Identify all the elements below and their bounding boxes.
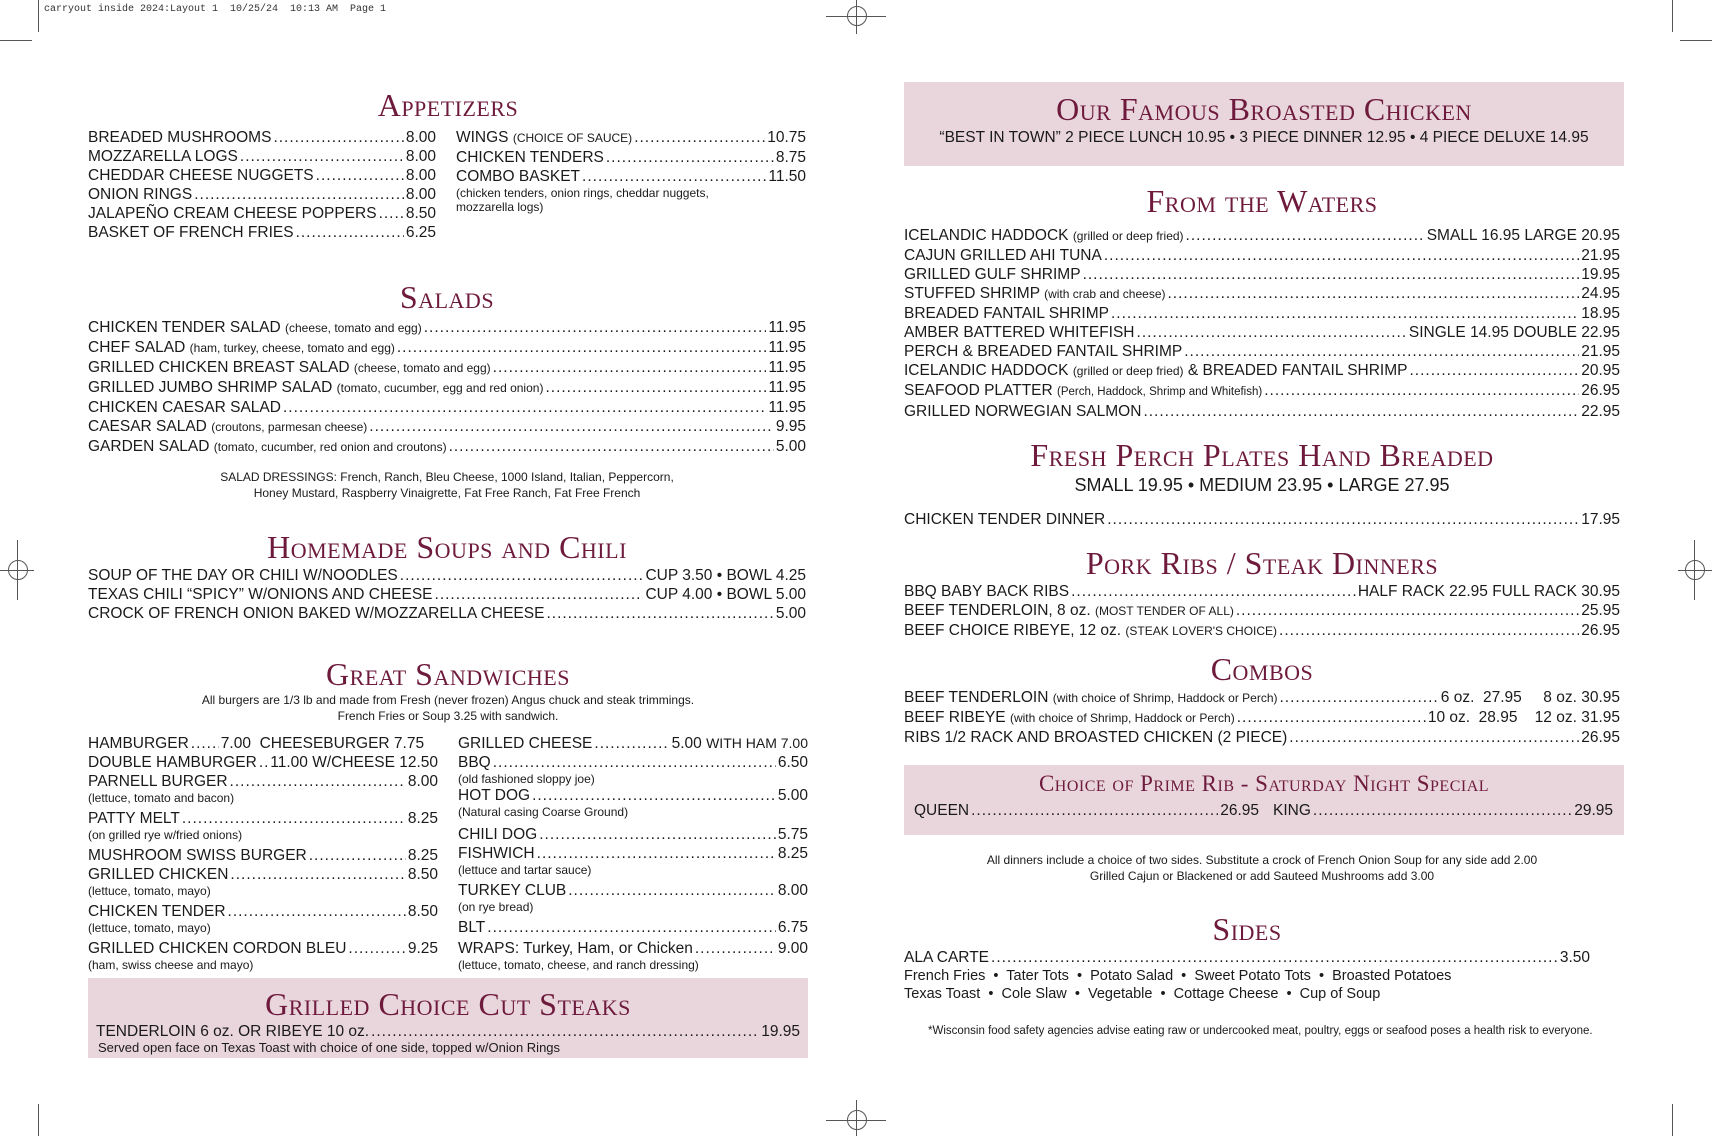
- waters-section: [904, 182, 1620, 421]
- menu-item: GRILLED NORWEGIAN SALMON ..... 22.95: [904, 402, 1620, 421]
- menu-item: AMBER BATTERED WHITEFISH ..... SINGLE 14.95 DOUBLE 22.95: [904, 323, 1620, 342]
- menu-item: PERCH & BREADED FANTAIL SHRIMP ..... 21.95: [904, 342, 1620, 361]
- sides-list: French Fries • Tater Tots • Potato Salad • Sweet Potato Tots • Broasted Potatoes: [904, 968, 1452, 984]
- menu-item: BBQ ..... 6.50: [458, 753, 808, 772]
- food-safety-warning: *Wisconsin food safety agencies advise eating raw or undercooked meat, poultry, eggs or seafood poses a health risk to everyone.: [928, 1025, 1593, 1037]
- menu-item: CHEDDAR CHEESE NUGGETS ..... 8.00: [88, 166, 436, 185]
- menu-item: GRILLED CHICKEN BREAST SALAD (cheese, tomato and egg) ..... 11.95: [88, 358, 806, 378]
- item-note: (lettuce, tomato, cheese, and ranch dressing): [458, 958, 699, 972]
- broasted-chicken-section: [904, 82, 1624, 166]
- perch-section: [904, 436, 1620, 529]
- menu-item: CHICKEN CAESAR SALAD ..... 11.95: [88, 398, 806, 417]
- menu-item: CHICKEN TENDER ..... 8.50: [88, 902, 438, 921]
- section-title: Grilled Choice Cut Steaks: [265, 986, 631, 1022]
- combos-section: [904, 650, 1620, 747]
- prime-rib-section: [904, 765, 1624, 835]
- menu-item: KING ..... 29.95: [1273, 801, 1613, 820]
- soups-section: [88, 528, 806, 623]
- crop-mark: [38, 0, 39, 32]
- section-title: Homemade Soups and Chili: [267, 529, 627, 565]
- menu-item: QUEEN ..... 26.95: [914, 801, 1259, 820]
- section-title: Sides: [1212, 911, 1282, 947]
- salad-dressings: SALAD DRESSINGS: French, Ranch, Bleu Cheese, 1000 Island, Italian, Peppercorn, Honey Mustard, Raspberry Vinaigrette, Fat Free Ranch, Fat Free French: [220, 470, 674, 500]
- item-note: Served open face on Texas Toast with choice of one side, topped w/Onion Rings: [98, 1040, 561, 1055]
- section-title: Combos: [1210, 651, 1314, 687]
- item-note: (old fashioned sloppy joe): [458, 772, 595, 786]
- menu-item: CHICKEN TENDERS ..... 8.75: [456, 148, 806, 167]
- menu-item: CAESAR SALAD (croutons, parmesan cheese) ..... 9.95: [88, 417, 806, 437]
- menu-item: CHICKEN TENDER SALAD (cheese, tomato and egg) ..... 11.95: [88, 318, 806, 338]
- menu-item: HOT DOG ..... 5.00: [458, 786, 808, 805]
- menu-item: BREADED MUSHROOMS ..... 8.00: [88, 128, 436, 147]
- appetizers-left: [88, 128, 436, 242]
- menu-item: DOUBLE HAMBURGER ..... 11.00 W/CHEESE 12.50: [88, 753, 438, 772]
- section-title: Choice of Prime Rib - Saturday Night Special: [1038, 771, 1490, 796]
- crop-mark: [0, 40, 32, 41]
- menu-item: GRILLED JUMBO SHRIMP SALAD (tomato, cucumber, egg and red onion) ..... 11.95: [88, 378, 806, 398]
- item-note: (ham, swiss cheese and mayo): [88, 958, 254, 972]
- menu-item: FISHWICH ..... 8.25: [458, 844, 808, 863]
- menu-item: CHEF SALAD (ham, turkey, cheese, tomato and egg) ..... 11.95: [88, 338, 806, 358]
- menu-item: TENDERLOIN 6 oz. OR RIBEYE 10 oz. ..... 19.95: [96, 1022, 800, 1041]
- item-note: (lettuce and tartar sauce): [458, 863, 592, 877]
- menu-item: TEXAS CHILI “SPICY” W/ONIONS AND CHEESE ..... CUP 4.00 • BOWL 5.00: [88, 585, 806, 604]
- section-title: Salads: [399, 279, 495, 315]
- sandwiches-left: [88, 734, 438, 972]
- menu-item: COMBO BASKET ..... 11.50: [456, 167, 806, 186]
- menu-item: ALA CARTE ..... 3.50: [904, 948, 1590, 967]
- perch-sizes: SMALL 19.95 • MEDIUM 23.95 • LARGE 27.95: [1074, 475, 1450, 495]
- item-note: (lettuce, tomato and bacon): [88, 791, 235, 805]
- sandwiches-section: [88, 656, 808, 972]
- sandwiches-right: [458, 734, 808, 972]
- menu-item: GRILLED CHICKEN CORDON BLEU ..... 9.25: [88, 939, 438, 958]
- menu-item: CAJUN GRILLED AHI TUNA ..... 21.95: [904, 246, 1620, 265]
- item-note: (lettuce, tomato, mayo): [88, 921, 211, 935]
- item-note: (lettuce, tomato, mayo): [88, 884, 211, 898]
- appetizers-right: [456, 128, 806, 242]
- menu-item: BEEF RIBEYE (with choice of Shrimp, Haddock or Perch) ..... 10 oz. 28.95 12 oz. 31.95: [904, 708, 1620, 728]
- crop-mark: [1680, 40, 1712, 41]
- menu-item: MOZZARELLA LOGS ..... 8.00: [88, 147, 436, 166]
- item-note: (Natural casing Coarse Ground): [458, 805, 629, 819]
- section-title: Pork Ribs / Steak Dinners: [1085, 545, 1439, 581]
- dinner-notes: All dinners include a choice of two sides. Substitute a crock of French Onion Soup for any side add 2.00 Grilled Cajun or Blackened or add Sauteed Mushrooms add 3.00: [986, 853, 1538, 883]
- menu-item: CROCK OF FRENCH ONION BAKED W/MOZZARELLA CHEESE ..... 5.00: [88, 604, 806, 623]
- crop-mark: [38, 1104, 39, 1136]
- menu-item: PARNELL BURGER ..... 8.00: [88, 772, 438, 791]
- menu-item: ICELANDIC HADDOCK (grilled or deep fried) & BREADED FANTAIL SHRIMP ..... 20.95: [904, 361, 1620, 381]
- item-note: (on grilled rye w/fried onions): [88, 828, 243, 842]
- menu-item: JALAPEÑO CREAM CHEESE POPPERS ..... 8.50: [88, 204, 436, 223]
- menu-item: MUSHROOM SWISS BURGER ..... 8.25: [88, 846, 438, 865]
- menu-item: BEEF TENDERLOIN, 8 oz. (MOST TENDER OF ALL) ..... 25.95: [904, 601, 1620, 621]
- item-note: (on rye bread): [458, 900, 534, 914]
- section-title: From the Waters: [1146, 183, 1378, 219]
- section-title: Our Famous Broasted Chicken: [1056, 91, 1472, 127]
- menu-item: GARDEN SALAD (tomato, cucumber, red onion and croutons) ..... 5.00: [88, 437, 806, 457]
- menu-item: ONION RINGS ..... 8.00: [88, 185, 436, 204]
- section-title: Fresh Perch Plates Hand Breaded: [1030, 437, 1494, 473]
- menu-item: CHICKEN TENDER DINNER ..... 17.95: [904, 510, 1620, 529]
- menu-item: BEEF CHOICE RIBEYE, 12 oz. (STEAK LOVER'S CHOICE) ..... 26.95: [904, 621, 1620, 641]
- steaks-section: [88, 978, 808, 1058]
- menu-item: GRILLED CHEESE ..... 5.00 WITH HAM 7.00: [458, 734, 808, 753]
- menu-item: BBQ BABY BACK RIBS ..... HALF RACK 22.95 FULL RACK 30.95: [904, 582, 1620, 601]
- menu-item: WINGS (CHOICE OF SAUCE) ..... 10.75: [456, 128, 806, 148]
- sides-section: [904, 910, 1590, 1003]
- menu-item: BEEF TENDERLOIN (with choice of Shrimp, Haddock or Perch) ..... 6 oz. 27.95 8 oz. 30.95: [904, 688, 1620, 708]
- menu-item: PATTY MELT ..... 8.25: [88, 809, 438, 828]
- sides-list: Texas Toast • Cole Slaw • Vegetable • Cottage Cheese • Cup of Soup: [904, 986, 1381, 1002]
- crop-mark: [1672, 1104, 1673, 1136]
- crop-mark: [1672, 0, 1673, 32]
- menu-item: SEAFOOD PLATTER (Perch, Haddock, Shrimp and Whitefish) ..... 26.95: [904, 381, 1620, 402]
- menu-item: STUFFED SHRIMP (with crab and cheese) ..... 24.95: [904, 284, 1620, 304]
- item-note: (chicken tenders, onion rings, cheddar nuggets, mozzarella logs): [456, 186, 709, 214]
- menu-item: GRILLED GULF SHRIMP ..... 19.95: [904, 265, 1620, 284]
- menu-item: ICELANDIC HADDOCK (grilled or deep fried) ..... SMALL 16.95 LARGE 20.95: [904, 226, 1620, 246]
- menu-item: RIBS 1/2 RACK AND BROASTED CHICKEN (2 PIECE) ..... 26.95: [904, 728, 1620, 747]
- menu-item: GRILLED CHICKEN ..... 8.50: [88, 865, 438, 884]
- section-title: Great Sandwiches: [326, 656, 570, 692]
- menu-item: WRAPS: Turkey, Ham, or Chicken ..... 9.00: [458, 939, 808, 958]
- menu-item: BREADED FANTAIL SHRIMP ..... 18.95: [904, 304, 1620, 323]
- menu-item: TURKEY CLUB ..... 8.00: [458, 881, 808, 900]
- chicken-prices: “BEST IN TOWN” 2 PIECE LUNCH 10.95 • 3 PIECE DINNER 12.95 • 4 PIECE DELUXE 14.95: [939, 129, 1589, 146]
- menu-item: BLT ..... 6.75: [458, 918, 808, 937]
- appetizers-section: [88, 86, 808, 242]
- ribs-section: [904, 544, 1620, 641]
- menu-item: BASKET OF FRENCH FRIES ..... 6.25: [88, 223, 436, 242]
- salads-section: [88, 278, 806, 501]
- sandwich-note: All burgers are 1/3 lb and made from Fresh (never frozen) Angus chuck and steak trimmings. French Fries or Soup 3.25 with sandwich.: [201, 693, 695, 723]
- menu-item: HAMBURGER ..... 7.00 CHEESEBURGER 7.75: [88, 734, 438, 753]
- menu-item: SOUP OF THE DAY OR CHILI W/NOODLES ..... CUP 3.50 • BOWL 4.25: [88, 566, 806, 585]
- section-title: Appetizers: [377, 87, 519, 123]
- menu-item: CHILI DOG ..... 5.75: [458, 825, 808, 844]
- print-slug: carryout inside 2024:Layout 1 10/25/24 10:13 AM Page 1: [44, 4, 387, 15]
